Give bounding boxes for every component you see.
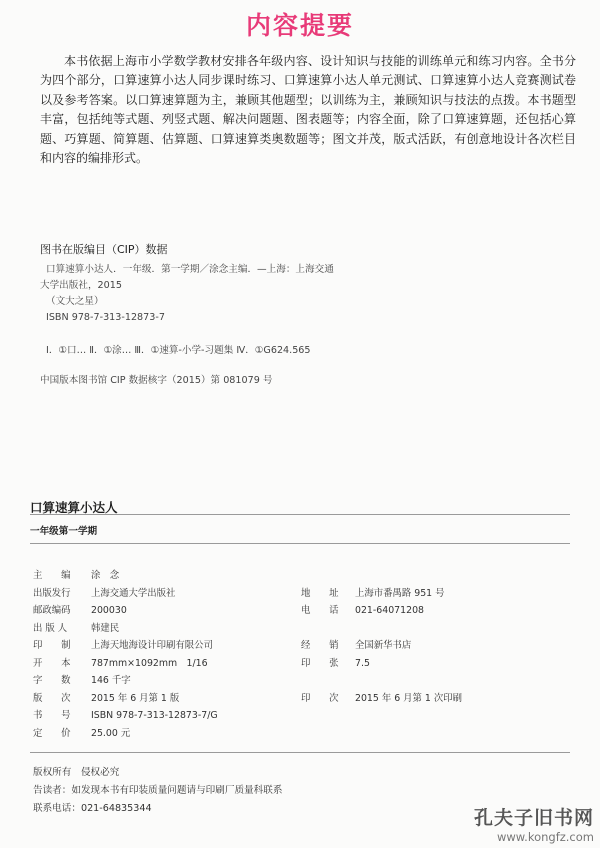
imprint-divider (30, 752, 570, 753)
imprint-table (33, 567, 573, 742)
cip-line: ISBN 978-7-313-12873-7 (46, 312, 165, 323)
summary-paragraph: 本书依据上海市小学数学教材安排各年级内容、设计知识与技能的训练单元和练习内容。全书分为四个部分，口算速算小达人同步课时练习、口算速算小达人单元测试、口算速算小达人竞赛测试卷以及参考答案。以口算速算题为主，兼顾其他题型；以训练为主，兼顾知识与技法的点拨。本书题型丰富，包括纯等式题、列竖式题、解决问题题、图表题等；内容全面，除了口算速算题，还包括心算题、巧算题、简算题、估算题、口算速算类奥数题等；图文并茂，版式活跃，有创意地设计各次栏目和内容的编排形式。 (40, 54, 576, 166)
imprint-label: 经 销 (301, 640, 339, 651)
cip-heading: 图书在版编目（CIP）数据 (40, 243, 168, 256)
footer (33, 764, 282, 818)
imprint-label: 字 数 (33, 675, 71, 686)
cip-classification: Ⅰ．①口… Ⅱ．①涂… Ⅲ．①速算-小学-习题集 Ⅳ．①G624.565 (46, 345, 311, 356)
imprint-row (33, 672, 573, 690)
reader-notice: 告读者：如发现本书有印装质量问题请与印刷厂质量科联系 (33, 785, 283, 796)
imprint-label: 开 本 (33, 657, 71, 669)
imprint-row (33, 725, 573, 743)
imprint-row (33, 690, 573, 708)
imprint-value: ISBN 978-7-313-12873-7/G (91, 710, 218, 721)
imprint-value: 021-64071208 (355, 605, 424, 616)
watermark (474, 803, 594, 844)
imprint-value: 上海市番禺路 951 号 (355, 587, 445, 599)
cip-line: 口算速算小达人．一年级．第一学期／涂念主编．—上海：上海交通 (46, 264, 334, 275)
imprint-label: 主 编 (33, 570, 71, 581)
imprint-value: 上海天地海设计印刷有限公司 (91, 640, 213, 651)
imprint-value: 韩建民 (91, 622, 120, 634)
imprint-value: 2015 年 6 月第 1 次印刷 (355, 692, 462, 704)
imprint-label: 地 址 (301, 587, 339, 599)
imprint-label: 定 价 (33, 727, 71, 739)
rights-notice: 版权所有 侵权必究 (33, 767, 120, 778)
imprint-row (33, 620, 573, 638)
cip-block (40, 241, 560, 389)
imprint-label: 印 制 (33, 640, 71, 651)
imprint-value: 2015 年 6 月第 1 版 (91, 692, 180, 704)
imprint-label: 书 号 (33, 710, 71, 721)
page-title: 内容提要 (245, 11, 354, 40)
imprint-label: 印 次 (301, 692, 339, 704)
cip-line: 大学出版社，2015 (40, 280, 122, 291)
imprint-label: 电 话 (301, 605, 339, 616)
imprint-value: 7.5 (355, 657, 370, 669)
imprint-label: 出版发行 (33, 587, 71, 599)
imprint-row (33, 637, 573, 655)
imprint-value: 全国新华书店 (355, 640, 412, 651)
imprint-row (33, 655, 573, 673)
imprint-row (33, 602, 573, 620)
imprint-label: 邮政编码 (33, 605, 71, 616)
contact-phone: 联系电话：021-64835344 (33, 803, 152, 814)
imprint-value: 787mm×1092mm 1/16 (91, 657, 208, 669)
cip-note: 中国版本图书馆 CIP 数据核字（2015）第 081079 号 (40, 375, 273, 386)
imprint-row (33, 567, 573, 585)
imprint-value: 200030 (91, 605, 127, 616)
imprint-value: 涂 念 (91, 570, 120, 581)
imprint-label: 版 次 (33, 692, 71, 704)
imprint-label: 印 张 (301, 657, 339, 669)
imprint-row (33, 707, 573, 725)
title-divider (30, 514, 570, 515)
imprint-row (33, 585, 573, 603)
watermark-url: www.kongfz.com (497, 830, 594, 844)
imprint-label: 出 版 人 (33, 622, 68, 634)
imprint-value: 146 千字 (91, 675, 131, 686)
book-title: 口算速算小达人 (30, 500, 118, 515)
imprint-value: 25.00 元 (91, 727, 131, 739)
cip-line: （文大之星） (46, 296, 104, 307)
book-subtitle: 一年级第一学期 (30, 526, 98, 537)
subtitle-divider (30, 543, 570, 544)
watermark-name: 孔夫子旧书网 (473, 807, 594, 829)
imprint-value: 上海交通大学出版社 (91, 587, 176, 599)
